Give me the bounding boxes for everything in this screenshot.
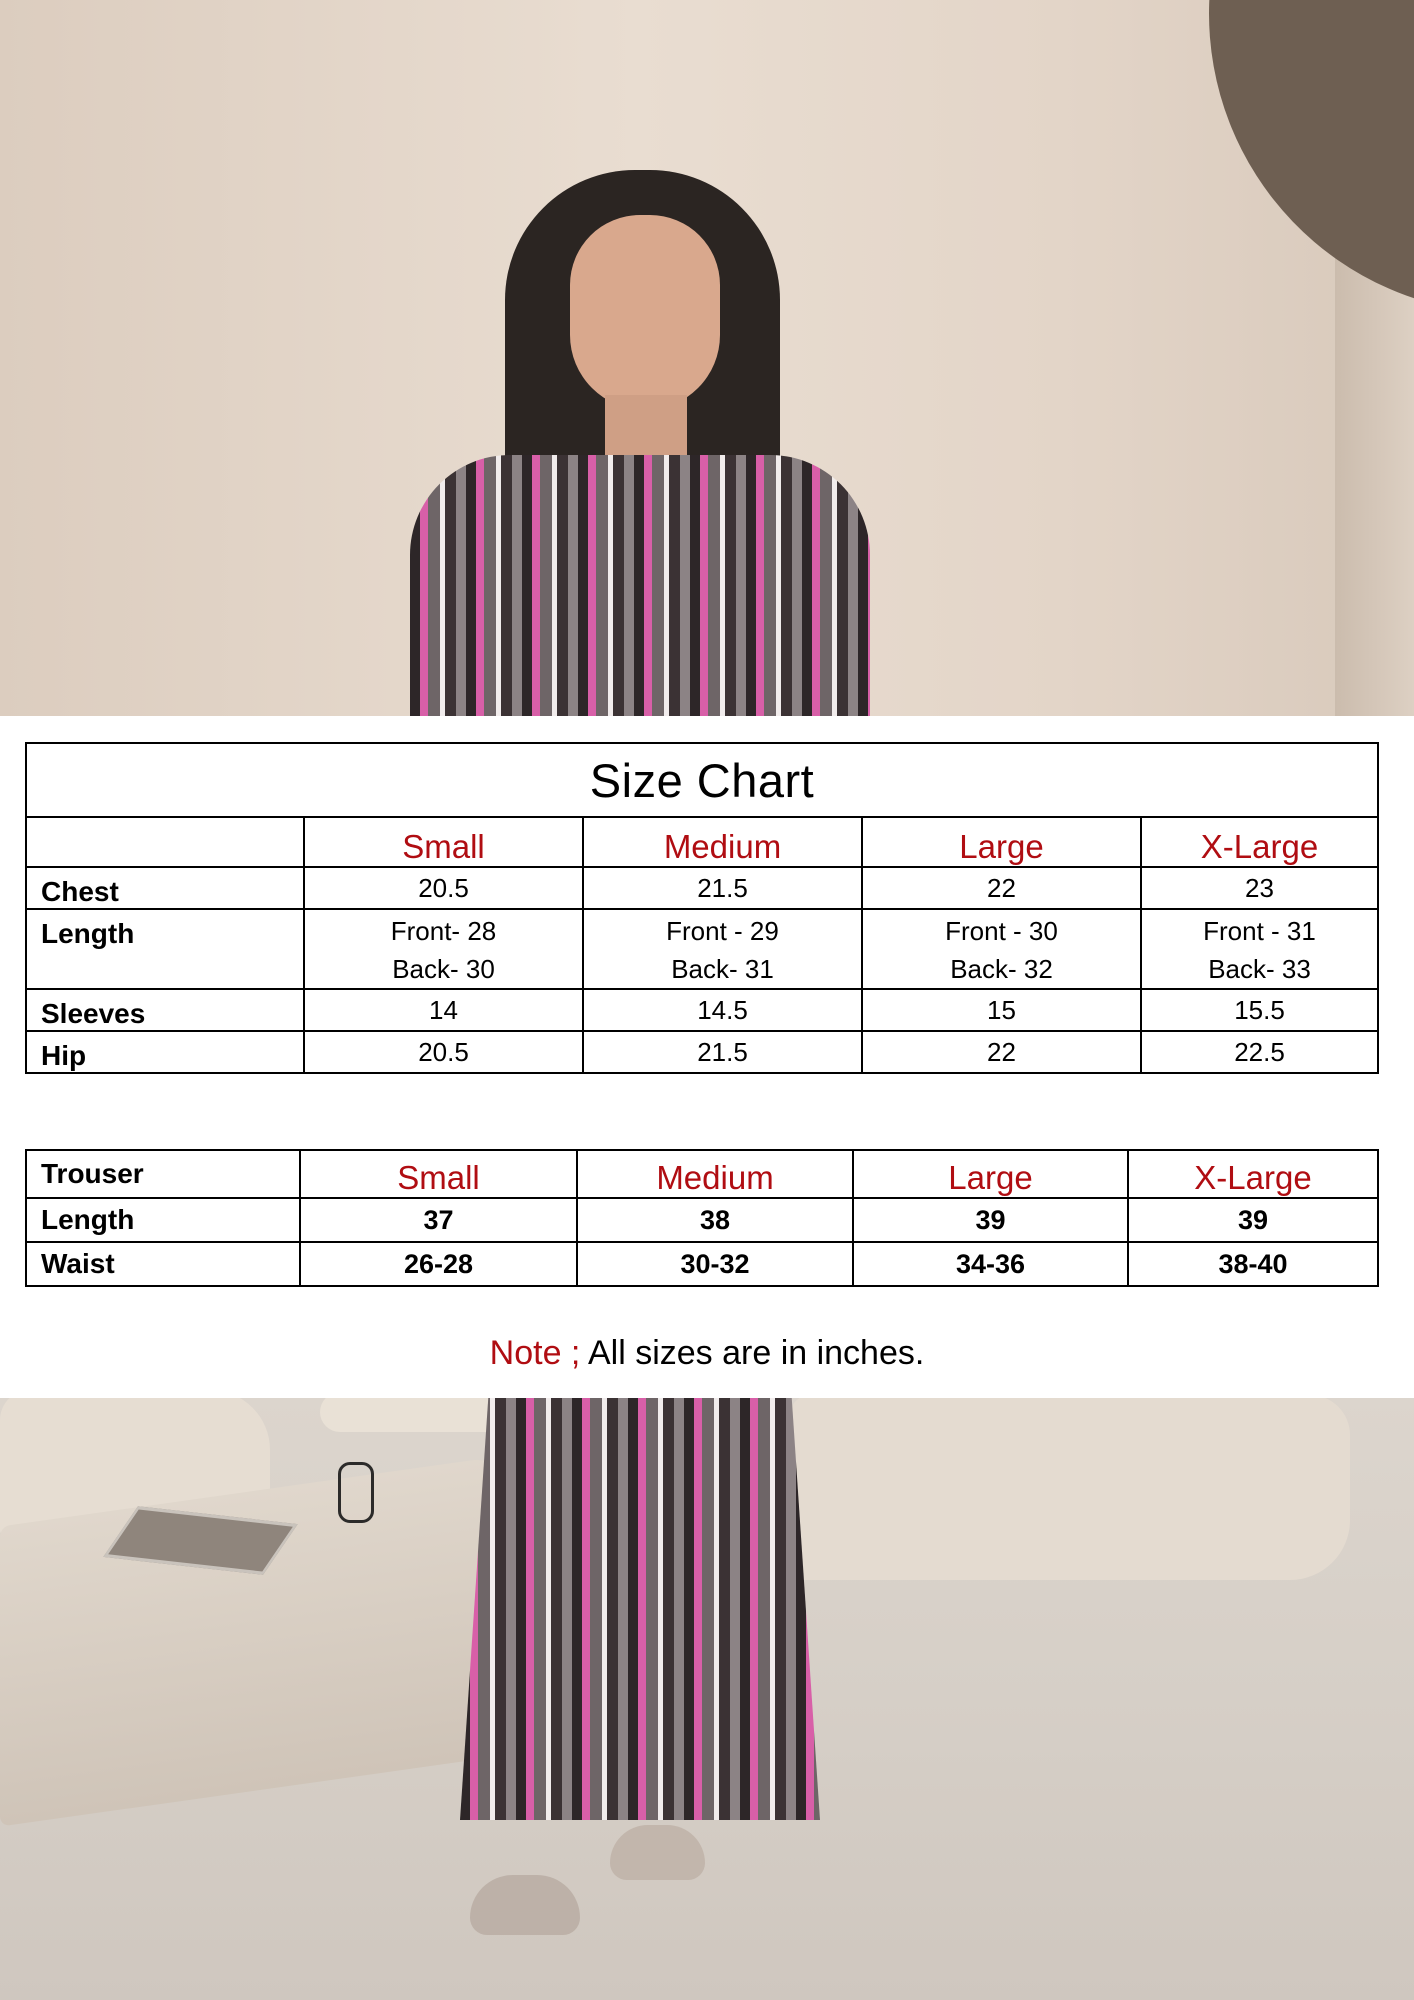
table-cell: 21.5: [583, 1031, 862, 1073]
row-label-waist: Waist: [26, 1242, 300, 1286]
table-cell: [583, 909, 862, 989]
table-cell: 22.5: [1141, 1031, 1378, 1073]
size-header-small: Small: [304, 817, 583, 867]
row-label-hip: Hip: [26, 1031, 304, 1073]
front-length: Front - 31: [1203, 916, 1316, 946]
table-row: [26, 1242, 1378, 1286]
table-cell: 20.5: [304, 1031, 583, 1073]
shoe: [610, 1825, 705, 1880]
back-length: Back- 31: [671, 954, 774, 984]
table-row: [26, 1198, 1378, 1242]
size-header-xlarge: X-Large: [1128, 1150, 1378, 1198]
front-length: Front - 29: [666, 916, 779, 946]
table-cell: 39: [1128, 1198, 1378, 1242]
back-length: Back- 30: [392, 954, 495, 984]
shoe: [470, 1875, 580, 1935]
table-cell: 39: [853, 1198, 1128, 1242]
table-row: [26, 1031, 1378, 1073]
table-cell: [1141, 909, 1378, 989]
row-label-sleeves: Sleeves: [26, 989, 304, 1031]
trouser-header-row: [26, 1150, 1378, 1198]
trouser-label: Trouser: [26, 1150, 300, 1198]
table-cell: [862, 909, 1141, 989]
row-label-length: Length: [26, 909, 304, 989]
table-cell: 34-36: [853, 1242, 1128, 1286]
table-cell: 38-40: [1128, 1242, 1378, 1286]
table-cell: 37: [300, 1198, 577, 1242]
table-cell: 26-28: [300, 1242, 577, 1286]
size-header-xlarge: X-Large: [1141, 817, 1378, 867]
back-length: Back- 33: [1208, 954, 1311, 984]
size-note: [0, 1334, 1414, 1373]
back-length: Back- 32: [950, 954, 1053, 984]
row-label-length: Length: [26, 1198, 300, 1242]
trouser-chart-table: [25, 1149, 1379, 1287]
empty-header-cell: [26, 817, 304, 867]
table-row: [26, 909, 1378, 989]
note-label: Note ;: [489, 1334, 581, 1372]
striped-trouser: [460, 1390, 820, 1820]
table-cell: [304, 909, 583, 989]
striped-shirt: [410, 455, 870, 725]
size-header-large: Large: [862, 817, 1141, 867]
size-header-large: Large: [853, 1150, 1128, 1198]
table-row: [26, 867, 1378, 909]
row-label-chest: Chest: [26, 867, 304, 909]
front-length: Front- 28: [390, 916, 497, 946]
front-length: Front - 30: [945, 916, 1058, 946]
table-row: [26, 989, 1378, 1031]
table-cell: 21.5: [583, 867, 862, 909]
table-cell: 22: [862, 1031, 1141, 1073]
table-cell: 30-32: [577, 1242, 853, 1286]
sunglasses: [338, 1462, 374, 1523]
cushion: [790, 1395, 1350, 1580]
size-header-medium: Medium: [577, 1150, 853, 1198]
size-chart-table: [25, 742, 1379, 1074]
table-cell: 22: [862, 867, 1141, 909]
note-text: All sizes are in inches.: [580, 1334, 925, 1372]
table-cell: 14: [304, 989, 583, 1031]
table-cell: 14.5: [583, 989, 862, 1031]
table-cell: 15: [862, 989, 1141, 1031]
table-cell: 15.5: [1141, 989, 1378, 1031]
size-chart-panel: [0, 716, 1414, 1398]
size-chart-title: Size Chart: [26, 743, 1378, 817]
table-cell: 23: [1141, 867, 1378, 909]
size-header-row: [26, 817, 1378, 867]
table-cell: 38: [577, 1198, 853, 1242]
table-cell: 20.5: [304, 867, 583, 909]
model-face: [570, 215, 720, 410]
size-header-small: Small: [300, 1150, 577, 1198]
size-header-medium: Medium: [583, 817, 862, 867]
table-title-row: [26, 743, 1378, 817]
